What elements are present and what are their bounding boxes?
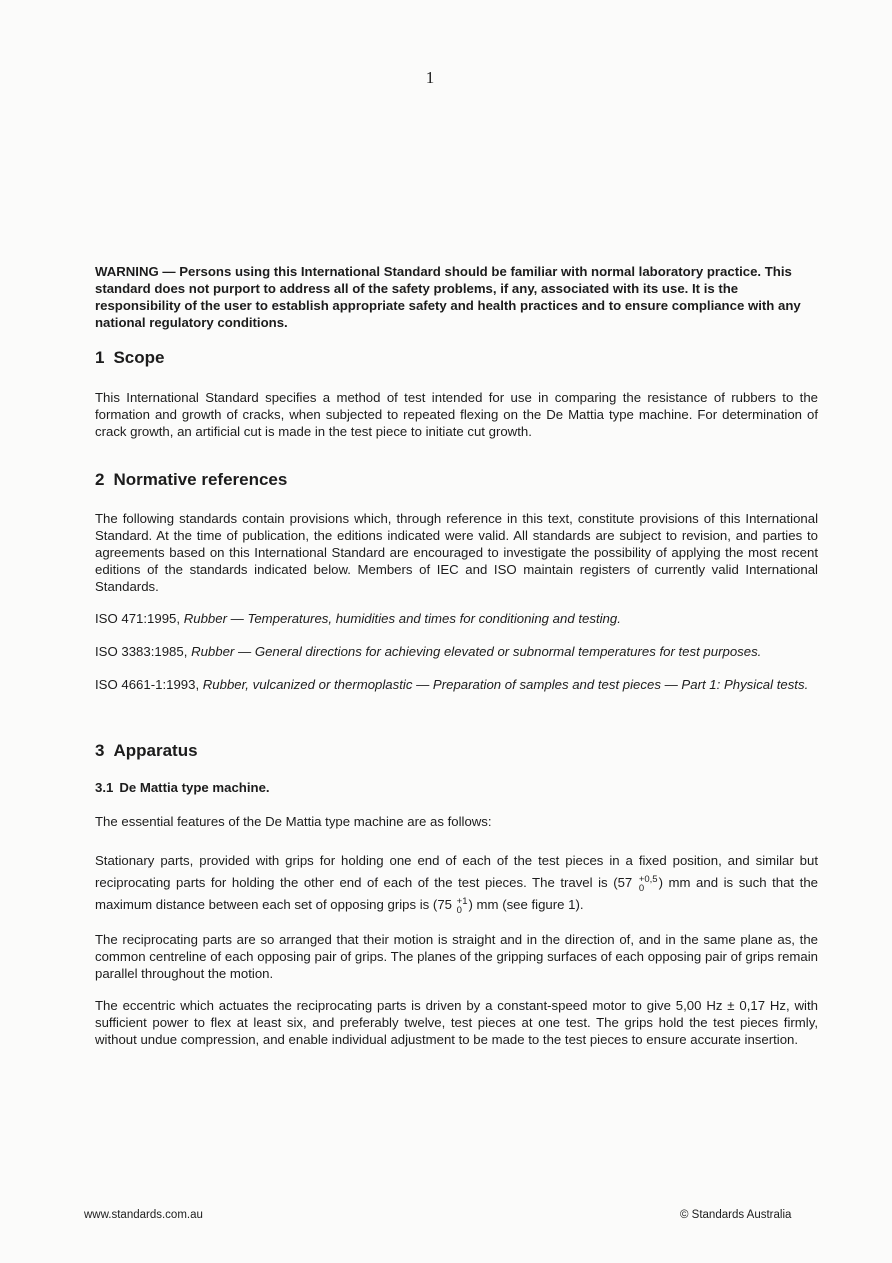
- stationary-parts-paragraph: [95, 850, 818, 916]
- eccentric-paragraph: The eccentric which actuates the reciprocating parts is driven by a constant-speed motor to give 5,00 Hz ± 0,17 Hz, with sufficient power to flex at least six, and preferably twelve, test pieces at one test. The grips hold the test pieces firmly, without undue compression, and enable individual adjustment to be made to the test pieces to ensure accurate insertion.: [95, 998, 818, 1047]
- subsection-heading: [95, 780, 270, 795]
- reference-title: Rubber — Temperatures, humidities and times for conditioning and testing.: [183, 611, 621, 626]
- section-number: 2: [95, 470, 105, 489]
- text-run: ) mm and is such that the maximum distance between each set of opposing grips is (75: [95, 875, 818, 912]
- reference-item: [95, 676, 818, 693]
- section-number: 3: [95, 741, 105, 760]
- reference-title: Rubber, vulcanized or thermoplastic — Preparation of samples and test pieces — Part 1: Physical tests.: [202, 677, 809, 692]
- travel-tolerance: [639, 875, 658, 893]
- section-heading-normative-references: [95, 470, 287, 490]
- tolerance-lower: 0: [638, 882, 645, 894]
- text-run: Stationary parts, provided with grips for holding one end of each of the test pieces in a fixed position, and similar but reciprocating parts for holding the other end of each of the test pieces. The travel is (57: [95, 853, 818, 890]
- section-title: Normative references: [113, 470, 288, 489]
- tolerance-upper: +0,5: [638, 873, 658, 885]
- section-heading-apparatus: [95, 741, 198, 761]
- footer-website: www.standards.com.au: [84, 1209, 203, 1221]
- normative-paragraph: The following standards contain provisions which, through reference in this text, constitute provisions of this International Standard. At the time of publication, the editions indicated were valid. All standards are subject to revision, and parties to agreements based on this International Standard are encouraged to investigate the possibility of applying the most recent editions of the standards indicated below. Members of IEC and ISO maintain registers of currently valid International Standards.: [95, 511, 818, 594]
- section-title: Scope: [113, 348, 165, 367]
- page-number: 1: [425, 68, 435, 87]
- section-number: 1: [95, 348, 105, 367]
- warning-notice: WARNING — Persons using this International Standard should be familiar with normal laboratory practice. This standard does not purport to address all of the safety problems, if any, associated with its use. It is the responsibility of the user to establish appropriate safety and health practices and to ensure compliance with any national regulatory conditions.: [95, 264, 801, 331]
- scope-paragraph: This International Standard specifies a method of test intended for use in comparing the resistance of rubbers to the formation and growth of cracks, when subjected to repeated flexing on the De Mattia type machine. For determination of crack growth, an artificial cut is made in the test piece to initiate cut growth.: [95, 390, 818, 439]
- subsection-number: 3.1: [95, 780, 114, 795]
- section-title: Apparatus: [113, 741, 198, 760]
- tolerance-lower: 0: [456, 904, 462, 916]
- reference-id: ISO 471:1995,: [95, 611, 181, 626]
- subsection-title: De Mattia type machine.: [119, 780, 270, 795]
- reference-item: [95, 643, 818, 660]
- section-heading-scope: [95, 348, 165, 368]
- reciprocating-paragraph: The reciprocating parts are so arranged that their motion is straight and in the direction of, and in the same plane as, the common centreline of each opposing pair of grips. The planes of the gripping surfaces of each opposing pair of grips remain parallel throughout the motion.: [95, 932, 818, 981]
- reference-id: ISO 3383:1985,: [95, 644, 188, 659]
- apparatus-intro: The essential features of the De Mattia type machine are as follows:: [95, 814, 492, 829]
- tolerance-upper: +1: [456, 895, 468, 907]
- reference-id: ISO 4661-1:1993,: [95, 677, 200, 692]
- distance-tolerance: [457, 897, 468, 915]
- footer-copyright: © Standards Australia: [680, 1209, 792, 1221]
- text-run: ) mm (see figure 1).: [468, 897, 584, 912]
- reference-title: Rubber — General directions for achieving elevated or subnormal temperatures for test purposes.: [191, 644, 762, 659]
- reference-item: [95, 610, 818, 627]
